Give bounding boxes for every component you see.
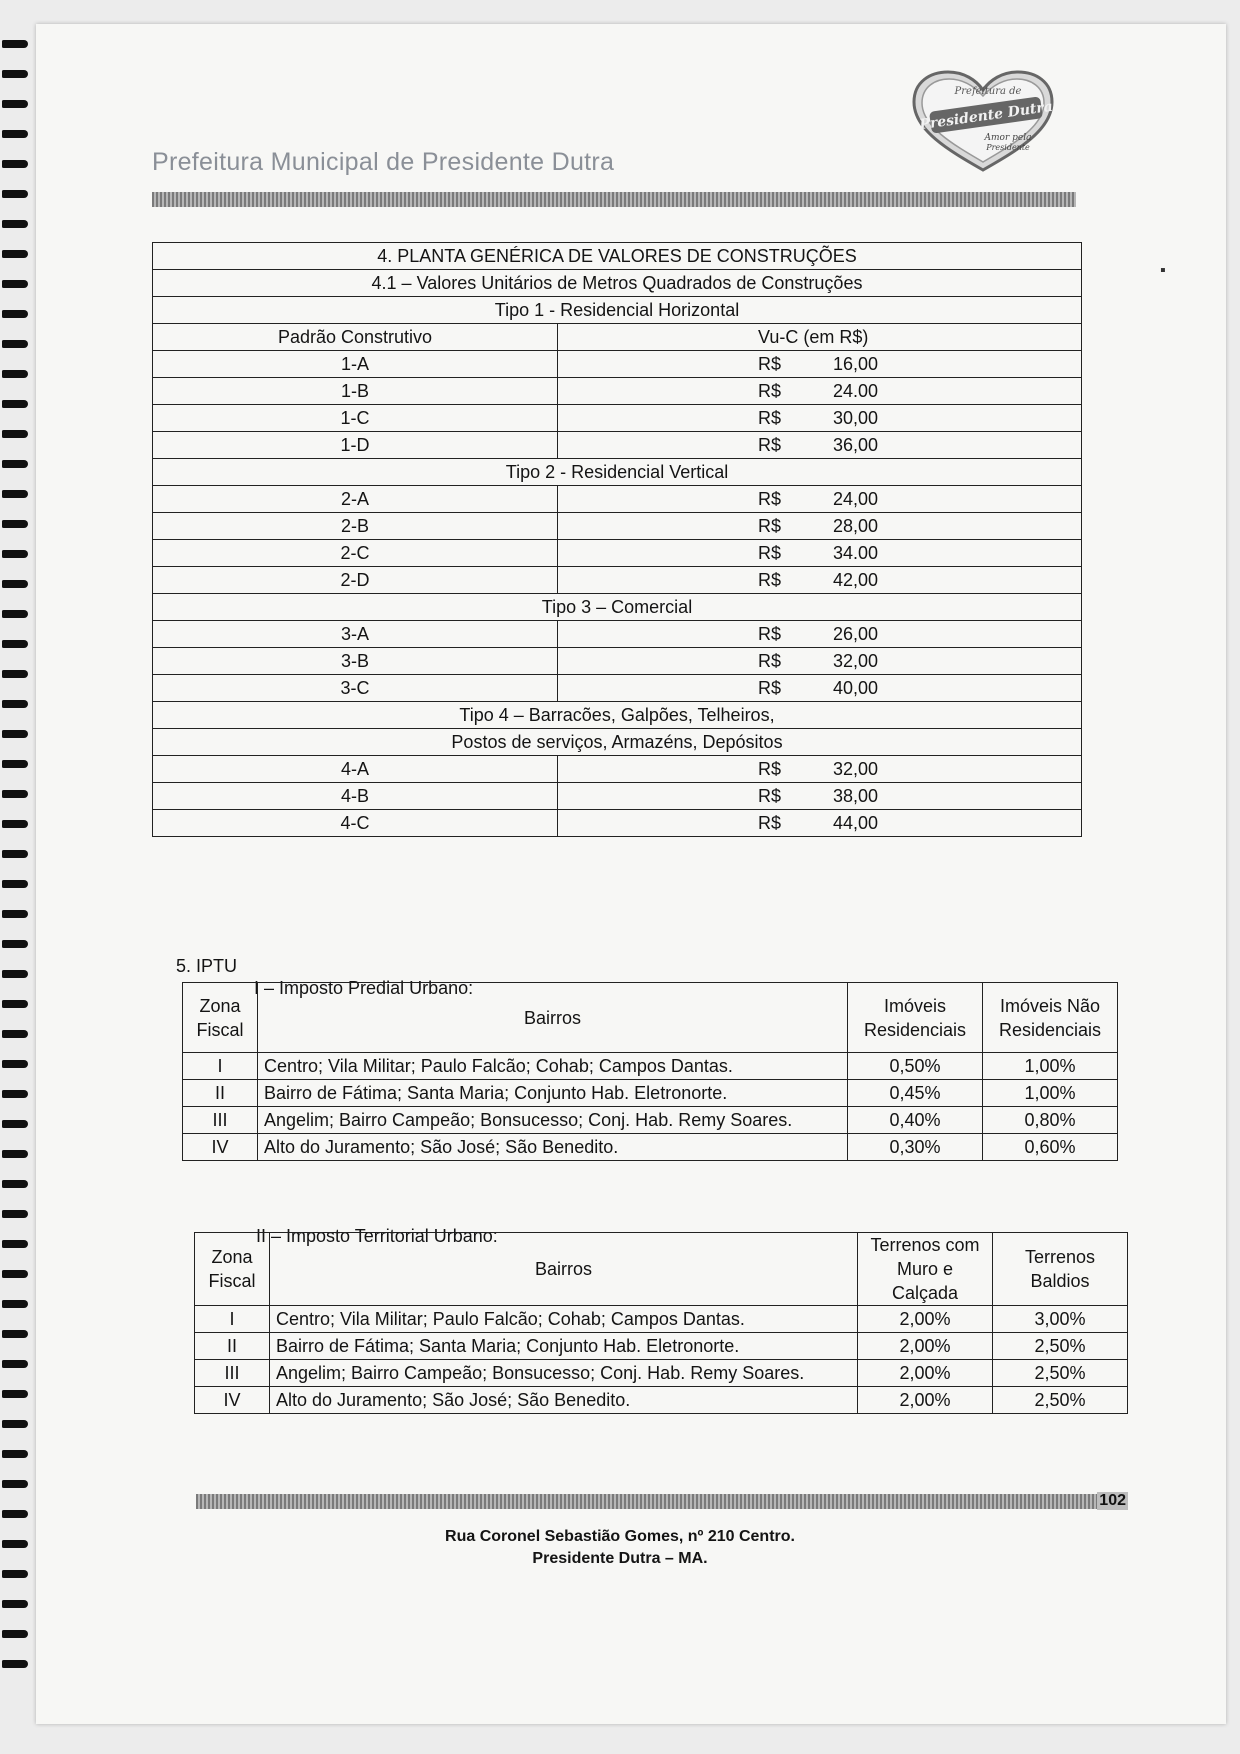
spiral-ring [2, 130, 28, 138]
spiral-ring [2, 1330, 28, 1338]
spiral-ring [2, 220, 28, 228]
unit-value-cell [558, 621, 1082, 648]
spiral-ring [2, 1210, 28, 1218]
column-header-a: Terrenos com Muro e Calçada [858, 1233, 993, 1306]
unit-value-cell [558, 378, 1082, 405]
rate-a: 0,50% [848, 1053, 983, 1080]
rate-a: 0,30% [848, 1134, 983, 1161]
rate-b: 2,50% [993, 1387, 1128, 1414]
bairros-list: Angelim; Bairro Campeão; Bonsucesso; Conj. Hab. Remy Soares. [258, 1107, 848, 1134]
padrao-code: 1-A [153, 351, 558, 378]
padrao-code: 2-D [153, 567, 558, 594]
unit-value-cell [558, 675, 1082, 702]
spiral-ring [2, 160, 28, 168]
spiral-ring [2, 1570, 28, 1578]
column-header-bairros: Bairros [258, 983, 848, 1053]
unit-value-cell [558, 486, 1082, 513]
unit-value-cell [558, 810, 1082, 837]
spiral-ring [2, 70, 28, 78]
table-section-title: 4. PLANTA GENÉRICA DE VALORES DE CONSTRUÇÕES [153, 243, 1082, 270]
zona-fiscal: III [195, 1360, 270, 1387]
spiral-ring [2, 1150, 28, 1158]
spiral-ring [2, 1000, 28, 1008]
table-row [195, 1360, 1128, 1387]
padrao-code: 3-A [153, 621, 558, 648]
padrao-code: 3-B [153, 648, 558, 675]
zona-fiscal: I [183, 1053, 258, 1080]
column-header-b: Terrenos Baldios [993, 1233, 1128, 1306]
municipality-logo [908, 66, 1058, 176]
table-row [153, 621, 1082, 648]
table-row [153, 540, 1082, 567]
table-row [183, 1053, 1118, 1080]
currency-symbol: R$ [758, 758, 782, 779]
rate-a: 0,45% [848, 1080, 983, 1107]
padrao-code: 1-B [153, 378, 558, 405]
table-row [153, 297, 1082, 324]
table-row [195, 1333, 1128, 1360]
zona-fiscal: II [183, 1080, 258, 1107]
rate-b: 1,00% [983, 1080, 1118, 1107]
spiral-ring [2, 1240, 28, 1248]
unit-value-cell [558, 351, 1082, 378]
padrao-code: 4-A [153, 756, 558, 783]
table-row [153, 675, 1082, 702]
column-header-zona: Zona Fiscal [183, 983, 258, 1053]
header-divider-bar [152, 192, 1076, 207]
bairros-list: Centro; Vila Militar; Paulo Falcão; Cohab; Campos Dantas. [258, 1053, 848, 1080]
unit-value-cell [558, 567, 1082, 594]
table-row [153, 756, 1082, 783]
table-row [153, 783, 1082, 810]
spiral-ring [2, 940, 28, 948]
spiral-ring [2, 430, 28, 438]
bairros-list: Alto do Juramento; São José; São Benedito. [258, 1134, 848, 1161]
rate-b: 0,80% [983, 1107, 1118, 1134]
currency-symbol: R$ [758, 434, 782, 455]
spiral-ring [2, 700, 28, 708]
table-row [153, 594, 1082, 621]
column-header-vuc: Vu-C (em R$) [558, 324, 1082, 351]
unit-value-cell [558, 756, 1082, 783]
footer-city-line: Presidente Dutra – MA. [532, 1550, 708, 1567]
spiral-ring [2, 1120, 28, 1128]
spiral-ring [2, 490, 28, 498]
table-row [183, 1134, 1118, 1161]
logo-text-1: Prefeitura de [954, 86, 1022, 97]
spiral-ring [2, 190, 28, 198]
spiral-ring [2, 370, 28, 378]
rate-b: 0,60% [983, 1134, 1118, 1161]
iptu-heading: 5. IPTU [176, 956, 238, 976]
table-row [153, 243, 1082, 270]
spiral-ring [2, 1360, 28, 1368]
rate-a: 0,40% [848, 1107, 983, 1134]
table-subtitle: 4.1 – Valores Unitários de Metros Quadrados de Construções [153, 270, 1082, 297]
currency-symbol: R$ [758, 380, 782, 401]
spiral-ring [2, 520, 28, 528]
bairros-list: Alto do Juramento; São José; São Benedito. [270, 1387, 858, 1414]
unit-value-cell [558, 783, 1082, 810]
spiral-ring [2, 550, 28, 558]
logo-text-3: Amor pela [984, 133, 1032, 143]
group-title: Tipo 3 – Comercial [153, 594, 1082, 621]
spiral-ring [2, 1090, 28, 1098]
table-row [183, 1080, 1118, 1107]
padrao-code: 4-C [153, 810, 558, 837]
unit-value: 24.00 [833, 380, 879, 401]
zona-fiscal: I [195, 1306, 270, 1333]
unit-value-cell [558, 405, 1082, 432]
table-row [183, 1107, 1118, 1134]
padrao-code: 2-C [153, 540, 558, 567]
spiral-ring [2, 460, 28, 468]
table-row [153, 405, 1082, 432]
table-row [153, 459, 1082, 486]
rate-b: 2,50% [993, 1360, 1128, 1387]
rate-b: 3,00% [993, 1306, 1128, 1333]
spiral-ring [2, 790, 28, 798]
spiral-ring [2, 340, 28, 348]
column-header-a: Imóveis Residenciais [848, 983, 983, 1053]
padrao-code: 1-C [153, 405, 558, 432]
zona-fiscal: III [183, 1107, 258, 1134]
spiral-binding [0, 40, 30, 1700]
table-row [153, 810, 1082, 837]
footer-divider-bar [196, 1494, 1128, 1509]
unit-value-cell [558, 432, 1082, 459]
spiral-ring [2, 850, 28, 858]
spiral-ring [2, 1600, 28, 1608]
spiral-ring [2, 100, 28, 108]
unit-value: 38,00 [833, 785, 879, 806]
unit-value-cell [558, 648, 1082, 675]
group-title: Tipo 4 – Barracões, Galpões, Telheiros, [153, 702, 1082, 729]
padrao-code: 2-B [153, 513, 558, 540]
spiral-ring [2, 1390, 28, 1398]
page-header-title: Prefeitura Municipal de Presidente Dutra [152, 148, 615, 176]
currency-symbol: R$ [758, 488, 782, 509]
spiral-ring [2, 820, 28, 828]
territorial-tax-title: II – Imposto Territorial Urbano: [256, 1226, 498, 1246]
group-title-continued: Postos de serviços, Armazéns, Depósitos [153, 729, 1082, 756]
table-row [153, 270, 1082, 297]
spiral-ring [2, 400, 28, 408]
footer-address-line: Rua Coronel Sebastião Gomes, nº 210 Centro. [445, 1528, 795, 1545]
unit-value: 42,00 [833, 569, 879, 590]
spiral-ring [2, 1420, 28, 1428]
spiral-ring [2, 40, 28, 48]
padrao-code: 1-D [153, 432, 558, 459]
logo-text-4: Presidente [986, 143, 1030, 152]
unit-value: 24,00 [833, 488, 879, 509]
spiral-ring [2, 670, 28, 678]
currency-symbol: R$ [758, 650, 782, 671]
column-header-bairros: Bairros [270, 1233, 858, 1306]
table-row [153, 486, 1082, 513]
spiral-ring [2, 610, 28, 618]
logo-text-2: Presidente Dutra [918, 98, 1054, 134]
spiral-ring [2, 880, 28, 888]
spiral-ring [2, 1450, 28, 1458]
spiral-ring [2, 910, 28, 918]
padrao-code: 3-C [153, 675, 558, 702]
spiral-ring [2, 1480, 28, 1488]
rate-a: 2,00% [858, 1333, 993, 1360]
unit-value: 34.00 [833, 542, 879, 563]
unit-value: 26,00 [833, 623, 879, 644]
spiral-ring [2, 1660, 28, 1668]
territorial-tax-table [194, 1232, 1128, 1414]
spiral-ring [2, 1030, 28, 1038]
bairros-list: Angelim; Bairro Campeão; Bonsucesso; Conj. Hab. Remy Soares. [270, 1360, 858, 1387]
bairros-list: Bairro de Fátima; Santa Maria; Conjunto Hab. Eletronorte. [270, 1333, 858, 1360]
column-header-b: Imóveis Não Residenciais [983, 983, 1118, 1053]
unit-value-cell [558, 513, 1082, 540]
spiral-ring [2, 760, 28, 768]
table-row [153, 729, 1082, 756]
rate-b: 1,00% [983, 1053, 1118, 1080]
page-number: 102 [1099, 1492, 1126, 1509]
currency-symbol: R$ [758, 515, 782, 536]
table-header-row [195, 1233, 1128, 1306]
unit-value: 16,00 [833, 353, 879, 374]
currency-symbol: R$ [758, 677, 782, 698]
padrao-code: 2-A [153, 486, 558, 513]
table-row [153, 378, 1082, 405]
spiral-ring [2, 580, 28, 588]
spiral-ring [2, 310, 28, 318]
unit-value: 28,00 [833, 515, 879, 536]
unit-value: 30,00 [833, 407, 879, 428]
construction-value-table [152, 242, 1082, 837]
rate-a: 2,00% [858, 1387, 993, 1414]
spiral-ring [2, 1060, 28, 1068]
rate-a: 2,00% [858, 1360, 993, 1387]
table-row [153, 513, 1082, 540]
unit-value: 36,00 [833, 434, 879, 455]
spiral-ring [2, 280, 28, 288]
rate-b: 2,50% [993, 1333, 1128, 1360]
spiral-ring [2, 1300, 28, 1308]
unit-value: 44,00 [833, 812, 879, 833]
spiral-ring [2, 730, 28, 738]
currency-symbol: R$ [758, 812, 782, 833]
currency-symbol: R$ [758, 623, 782, 644]
spiral-ring [2, 1180, 28, 1188]
zona-fiscal: IV [195, 1387, 270, 1414]
spiral-ring [2, 1510, 28, 1518]
table-row [195, 1306, 1128, 1333]
currency-symbol: R$ [758, 407, 782, 428]
table-row [195, 1387, 1128, 1414]
zona-fiscal: IV [183, 1134, 258, 1161]
group-title: Tipo 2 - Residencial Vertical [153, 459, 1082, 486]
spiral-ring [2, 250, 28, 258]
table-row [153, 702, 1082, 729]
bairros-list: Bairro de Fátima; Santa Maria; Conjunto Hab. Eletronorte. [258, 1080, 848, 1107]
margin-mark: ▪ [1160, 262, 1166, 279]
predial-tax-table [182, 982, 1118, 1161]
unit-value: 32,00 [833, 650, 879, 671]
rate-a: 2,00% [858, 1306, 993, 1333]
spiral-ring [2, 640, 28, 648]
predial-tax-title: I – Imposto Predial Urbano: [254, 978, 474, 998]
column-header-zona: Zona Fiscal [195, 1233, 270, 1306]
unit-value: 40,00 [833, 677, 879, 698]
currency-symbol: R$ [758, 542, 782, 563]
currency-symbol: R$ [758, 353, 782, 374]
bairros-list: Centro; Vila Militar; Paulo Falcão; Cohab; Campos Dantas. [270, 1306, 858, 1333]
group-title: Tipo 1 - Residencial Horizontal [153, 297, 1082, 324]
table-header-row [153, 324, 1082, 351]
spiral-ring [2, 1270, 28, 1278]
unit-value: 32,00 [833, 758, 879, 779]
table-row [153, 432, 1082, 459]
column-header-padrao: Padrão Construtivo [153, 324, 558, 351]
table-header-row [183, 983, 1118, 1053]
spiral-ring [2, 970, 28, 978]
unit-value-cell [558, 540, 1082, 567]
zona-fiscal: II [195, 1333, 270, 1360]
table-row [153, 567, 1082, 594]
spiral-ring [2, 1630, 28, 1638]
currency-symbol: R$ [758, 569, 782, 590]
table-row [153, 648, 1082, 675]
table-row [153, 351, 1082, 378]
padrao-code: 4-B [153, 783, 558, 810]
currency-symbol: R$ [758, 785, 782, 806]
